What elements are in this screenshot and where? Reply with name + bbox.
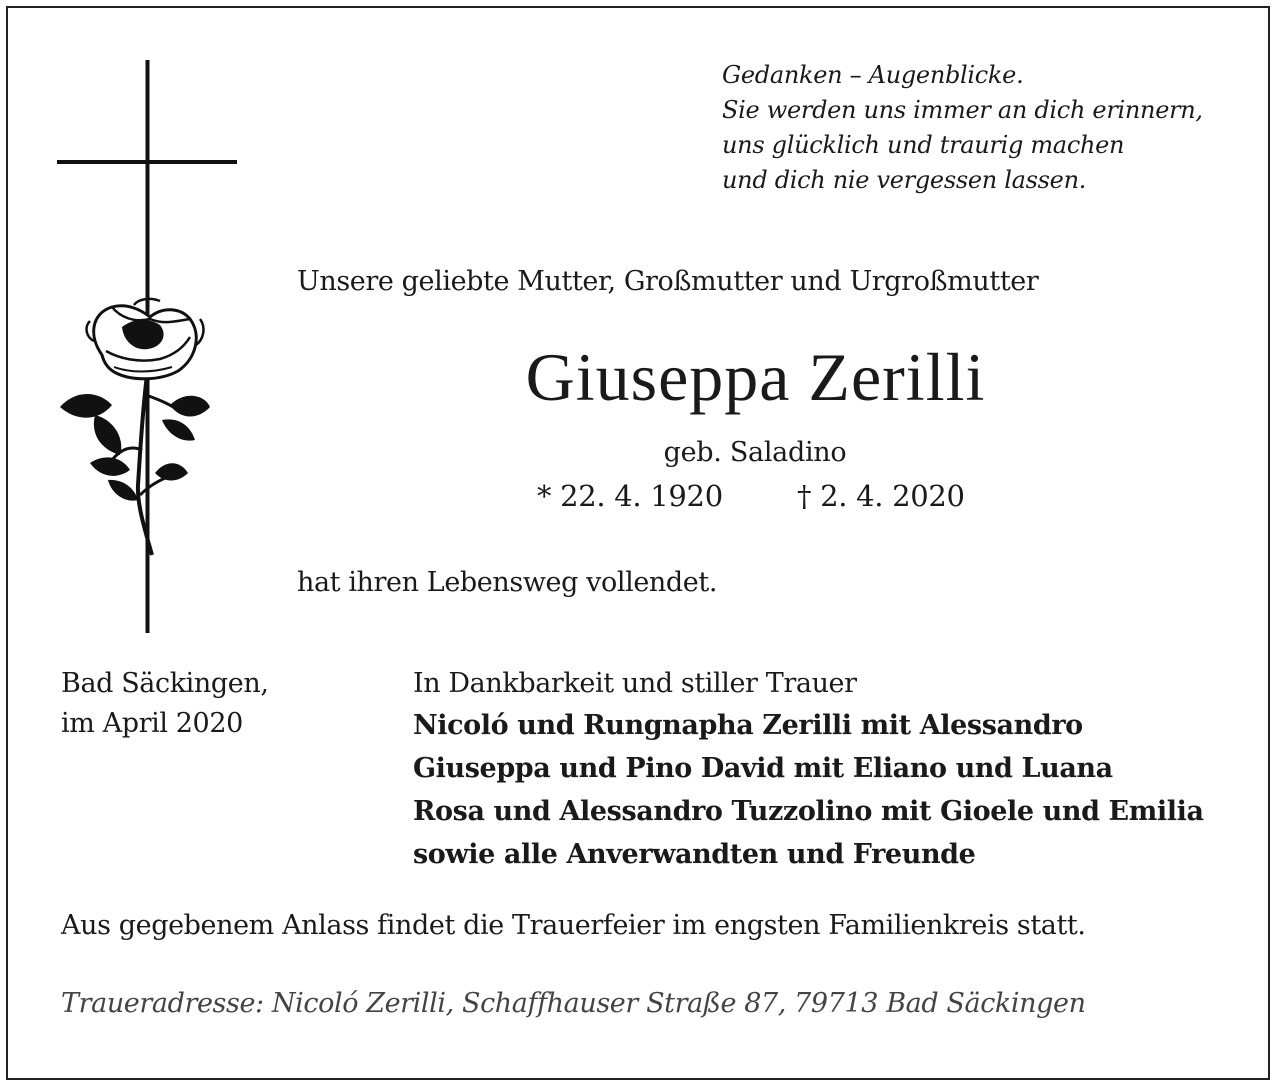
poem-line: Sie werden uns immer an dich erinnern, xyxy=(722,96,1203,124)
maiden-name: geb. Saladino xyxy=(663,437,847,468)
rose-icon xyxy=(60,299,210,555)
ceremony-notice: Aus gegebenem Anlass findet die Trauerfeier im engsten Familienkreis statt. xyxy=(61,910,1086,941)
mourner-family: Giuseppa und Pino David mit Eliano und Luana xyxy=(413,753,1113,784)
mourners-lead: In Dankbarkeit und stiller Trauer xyxy=(413,668,857,699)
completed-line: hat ihren Lebensweg vollendet. xyxy=(297,567,718,598)
cross-rose-emblem xyxy=(50,55,250,645)
intro-line: Unsere geliebte Mutter, Großmutter und Urgroßmutter xyxy=(297,266,1039,297)
date: im April 2020 xyxy=(61,708,243,739)
mourner-family: Nicoló und Rungnapha Zerilli mit Alessandro xyxy=(413,710,1083,741)
mourners-block xyxy=(413,664,1204,876)
poem-line: uns glücklich und traurig machen xyxy=(722,131,1125,159)
mourner-family: Rosa und Alessandro Tuzzolino mit Gioele und Emilia xyxy=(413,796,1204,827)
place: Bad Säckingen, xyxy=(61,668,269,699)
birth-date: * 22. 4. 1920 xyxy=(537,479,723,513)
memorial-poem xyxy=(722,58,1203,198)
place-date xyxy=(61,664,269,744)
death-date: † 2. 4. 2020 xyxy=(797,479,965,513)
mourning-address: Traueradresse: Nicoló Zerilli, Schaffhauser Straße 87, 79713 Bad Säckingen xyxy=(61,988,1086,1019)
deceased-name: Giuseppa Zerilli xyxy=(525,339,986,415)
poem-line: Gedanken – Augenblicke. xyxy=(722,61,1024,89)
mourner-family: sowie alle Anverwandten und Freunde xyxy=(413,839,976,870)
poem-line: und dich nie vergessen lassen. xyxy=(722,166,1087,194)
